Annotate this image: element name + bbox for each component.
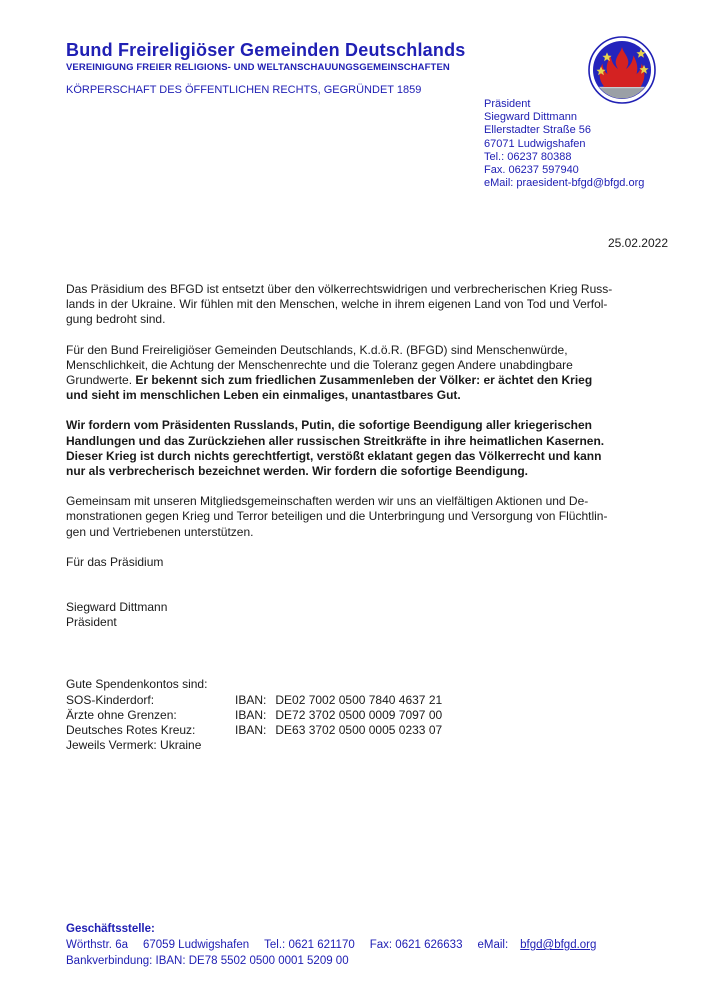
- p3-line1: Wir fordern vom Präsidenten Russlands, Putin, die sofortige Beendigung aller kriegerischen: [66, 418, 593, 433]
- footer-city: 67059 Ludwigshafen: [143, 939, 250, 951]
- iban-label: IBAN:: [235, 692, 267, 707]
- contact-street: Ellerstadter Straße 56: [484, 124, 591, 137]
- paragraph-values: [66, 343, 666, 404]
- paragraph-intro: [66, 282, 666, 328]
- signer-name: Siegward Dittmann: [66, 600, 168, 615]
- organization-title: Bund Freireligiöser Gemeinden Deutschlands: [66, 40, 466, 60]
- footer-address-line: [66, 937, 666, 953]
- donation-row: [66, 723, 666, 738]
- p1-line2: lands in der Ukraine. Wir fühlen mit den Menschen, welche in ihrem eigenen Land von Tod und Verfol-: [66, 297, 608, 312]
- organization-legal-status: KÖRPERSCHAFT DES ÖFFENTLICHEN RECHTS, GEGRÜNDET 1859: [66, 84, 422, 96]
- president-email-address: praesident-bfgd@bfgd.org: [516, 177, 645, 190]
- p3-line3: Dieser Krieg ist durch nichts gerechtfertigt, verstößt eklatant gegen das Völkerrecht und kann: [66, 448, 602, 463]
- p4-line1: Gemeinsam mit unseren Mitgliedsgemeinschaften werden wir uns an vielfältigen Aktionen und De-: [66, 494, 589, 509]
- donation-org: Ärzte ohne Grenzen:: [66, 707, 177, 722]
- letter-body: [66, 282, 666, 753]
- p3-line4: nur als verbrecherisch bezeichnet werden. Wir fordern die sofortige Beendigung.: [66, 464, 528, 479]
- contact-role: Präsident: [484, 98, 531, 110]
- donation-org: SOS-Kinderdorf:: [66, 692, 155, 707]
- donations-block: [66, 677, 666, 753]
- p2-line1: Für den Bund Freireligiöser Gemeinden Deutschlands, K.d.ö.R. (BFGD) sind Menschenwürde,: [66, 342, 568, 357]
- footer-street: Wörthstr. 6a: [66, 939, 128, 951]
- office-footer: [66, 921, 666, 969]
- p1-line3: gung bedroht sind.: [66, 312, 166, 327]
- flame-emblem-logo: [588, 36, 656, 104]
- paragraph-demand: [66, 418, 666, 479]
- contact-name: Siegward Dittmann: [484, 111, 577, 124]
- donation-org: Deutsches Rotes Kreuz:: [66, 723, 196, 738]
- organization-subtitle: VEREINIGUNG FREIER RELIGIONS- UND WELTANSCHAUUNGSGEMEINSCHAFTEN: [66, 62, 450, 73]
- closing-line: Für das Präsidium: [66, 554, 164, 569]
- p2-line3-bold: Er bekennt sich zum friedlichen Zusammenleben der Völker: er ächtet den Krieg: [135, 373, 593, 388]
- iban-label: IBAN:: [235, 707, 267, 722]
- p4-line3: gen und Vertriebenen unterstützen.: [66, 524, 254, 539]
- footer-label: Geschäftsstelle:: [66, 923, 155, 935]
- footer-fax: Fax: 0621 626633: [369, 939, 463, 951]
- letter-date: 25.02.2022: [607, 236, 668, 250]
- president-contact-block: [484, 98, 644, 190]
- contact-tel: Tel.: 06237 80388: [484, 150, 572, 163]
- footer-tel: Tel.: 0621 621170: [264, 939, 355, 951]
- donations-heading: Gute Spendenkontos sind:: [66, 677, 208, 692]
- contact-email-label: eMail:: [484, 177, 514, 190]
- contact-email-line: [484, 177, 644, 190]
- p4-line2: monstrationen gegen Krieg und Terror beteiligen und die Unterbringung und Versorgung von Flüchtlin-: [66, 509, 608, 524]
- footer-bank-line: Bankverbindung: IBAN: DE78 5502 0500 0001 5209 00: [66, 955, 349, 967]
- iban-value: DE63 3702 0500 0005 0233 07: [275, 723, 443, 738]
- p1-line1: Das Präsidium des BFGD ist entsetzt über den völkerrechtswidrigen und verbrecherischen Krieg Russ-: [66, 282, 613, 296]
- p2-line4-bold: und sieht im menschlichen Leben ein einmaliges, unantastbares Gut.: [66, 388, 461, 403]
- paragraph-actions: [66, 494, 666, 540]
- signer-role: Präsident: [66, 615, 117, 630]
- donation-row: [66, 693, 666, 708]
- contact-fax: Fax. 06237 597940: [484, 164, 579, 177]
- contact-city: 67071 Ludwigshafen: [484, 137, 586, 150]
- iban-value: DE02 7002 0500 7840 4637 21: [275, 692, 443, 707]
- p2-line2: Menschlichkeit, die Achtung der Menschenrechte und die Toleranz gegen Andere unabdingbare: [66, 357, 573, 372]
- donation-row: [66, 708, 666, 723]
- iban-value: DE72 3702 0500 0009 7097 00: [275, 707, 443, 722]
- p3-line2: Handlungen und das Zurückziehen aller russischen Streitkräfte in ihre heimatlichen Kasernen.: [66, 433, 605, 448]
- footer-email-link[interactable]: bfgd@bfgd.org: [520, 939, 597, 951]
- footer-email-label: eMail:: [477, 939, 509, 951]
- signature-block: [66, 600, 666, 630]
- donations-note: Jeweils Vermerk: Ukraine: [66, 738, 202, 753]
- iban-label: IBAN:: [235, 723, 267, 738]
- p2-line3-normal: Grundwerte.: [66, 373, 136, 388]
